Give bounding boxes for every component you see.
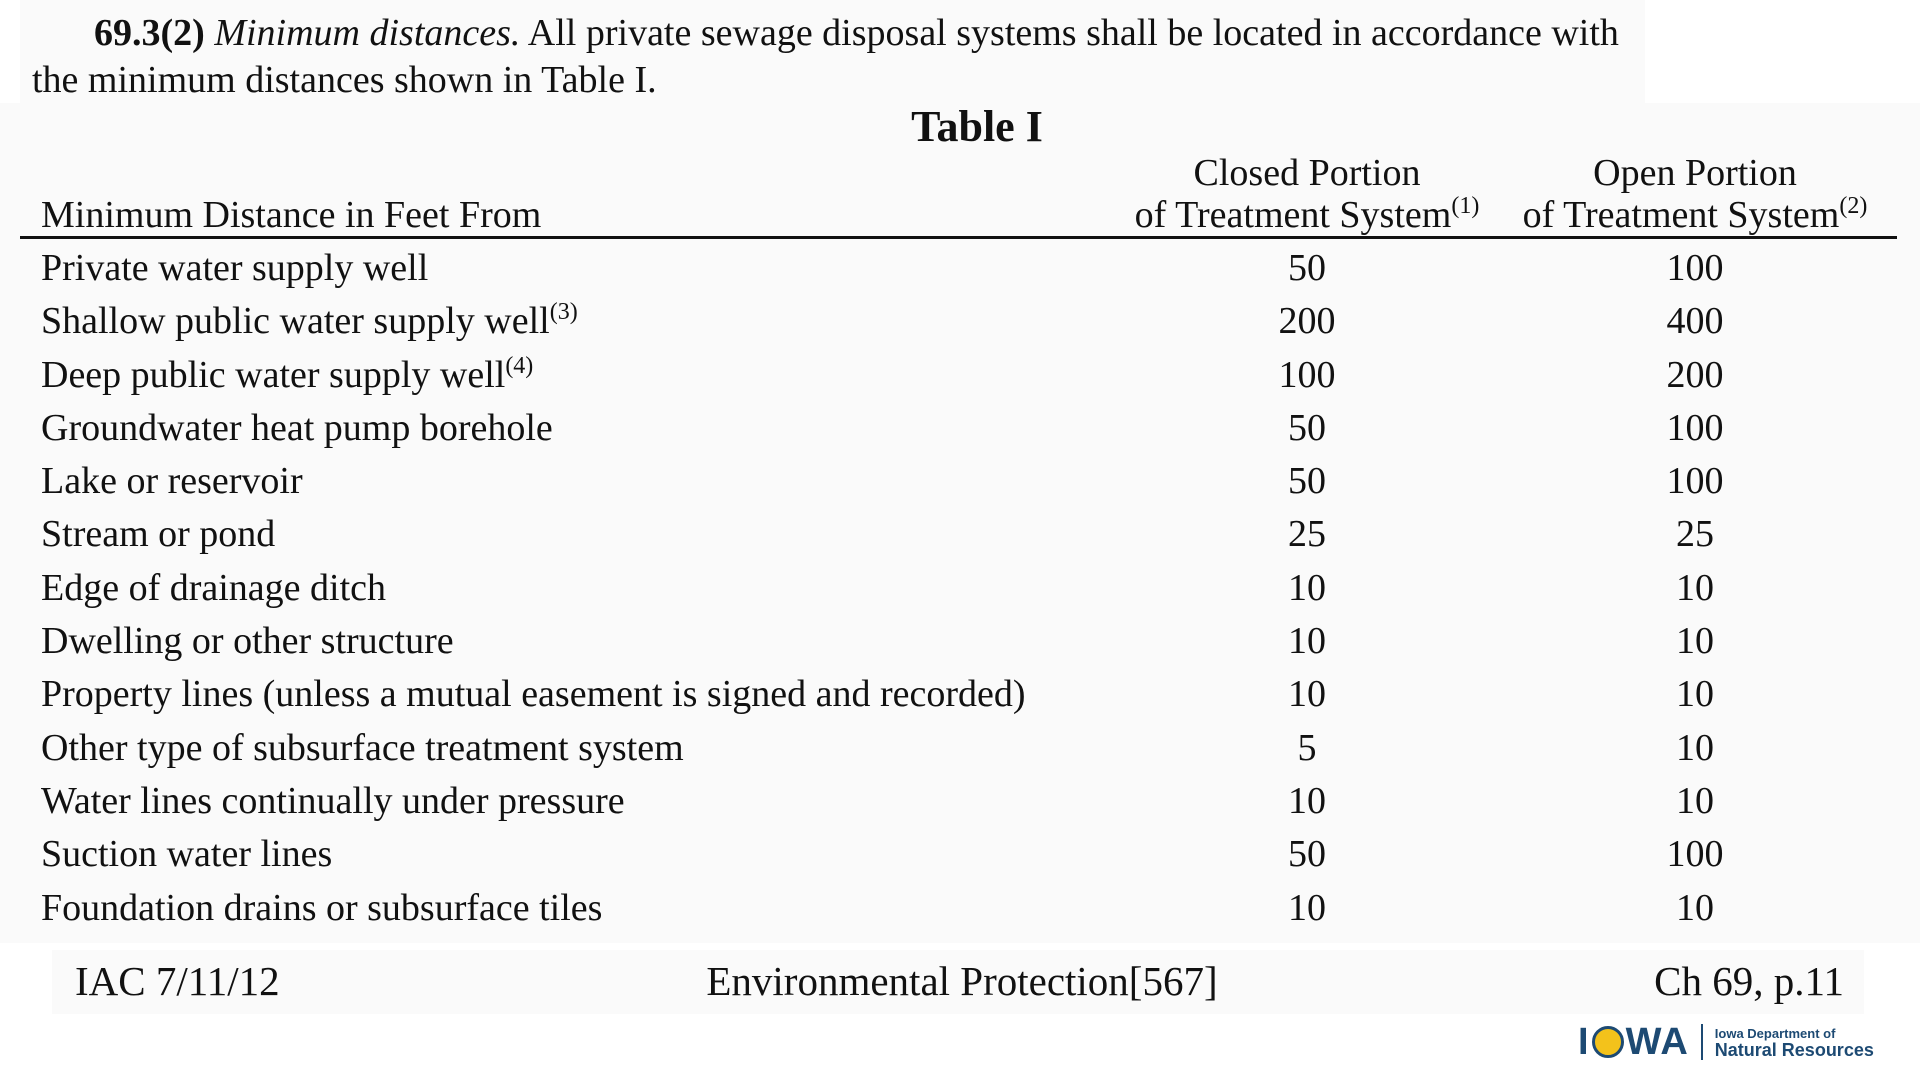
row-label: Edge of drainage ditch <box>41 566 387 609</box>
open-distance: 10 <box>1676 620 1714 663</box>
row-label: Dwelling or other structure <box>41 620 454 663</box>
open-distance: 10 <box>1676 779 1714 822</box>
open-distance: 100 <box>1666 247 1724 289</box>
closed-distance: 10 <box>1288 779 1326 822</box>
open-distance: 100 <box>1666 833 1724 876</box>
closed-distance: 50 <box>1288 406 1326 449</box>
row-footnote: (3) <box>549 299 578 326</box>
table-row <box>0 402 1920 455</box>
column-header-from: Minimum Distance in Feet From <box>41 194 542 236</box>
table-row <box>0 242 1920 295</box>
table-body <box>0 242 1920 935</box>
table-row <box>0 295 1920 348</box>
open-distance: 10 <box>1676 726 1714 769</box>
sun-icon <box>1592 1026 1624 1058</box>
open-distance: 10 <box>1676 566 1714 609</box>
row-label: Shallow public water supply well$^{(3)}$ <box>41 299 578 343</box>
open-distance: 100 <box>1666 460 1724 503</box>
open-distance: 100 <box>1666 406 1724 449</box>
closed-distance: 50 <box>1288 833 1326 876</box>
row-label: Deep public water supply well$^{(4)}$ <box>41 352 534 396</box>
table-row <box>0 349 1920 402</box>
header-rule <box>20 236 1897 239</box>
iowa-dnr-logo <box>1578 1022 1874 1062</box>
table-row <box>0 562 1920 615</box>
closed-header-line1: Closed Portion <box>1193 152 1421 194</box>
intro-line1: All private sewage disposal systems shall be located in accordance with <box>527 12 1619 54</box>
logo-divider <box>1701 1024 1703 1060</box>
table-row <box>0 775 1920 828</box>
row-footnote: (4) <box>505 352 534 379</box>
column-header-open <box>1495 152 1895 236</box>
open-distance: 10 <box>1676 673 1714 716</box>
row-label: Suction water lines <box>41 833 333 876</box>
closed-header-line2: of Treatment System <box>1134 194 1452 236</box>
open-header-footnote: (2) <box>1839 193 1868 219</box>
table-row <box>0 722 1920 775</box>
table-row <box>0 615 1920 668</box>
intro-paragraph <box>32 10 1652 104</box>
footer-agency: Environmental Protection[567] <box>706 958 1218 1004</box>
closed-distance: 10 <box>1288 673 1326 716</box>
row-label: Private water supply well <box>41 247 429 289</box>
closed-distance: 100 <box>1278 353 1336 396</box>
open-distance: 400 <box>1666 300 1724 343</box>
table-row <box>0 508 1920 561</box>
row-label: Groundwater heat pump borehole <box>41 406 553 449</box>
closed-distance: 10 <box>1288 566 1326 609</box>
row-label: Other type of subsurface treatment system <box>41 726 684 769</box>
open-distance: 10 <box>1676 886 1714 929</box>
footer-page: Ch 69, p.11 <box>1654 958 1844 1004</box>
row-label: Water lines continually under pressure <box>41 779 625 822</box>
open-distance: 200 <box>1666 353 1724 396</box>
closed-distance: 10 <box>1288 620 1326 663</box>
open-distance: 25 <box>1676 513 1714 556</box>
closed-header-footnote: (1) <box>1451 193 1480 219</box>
table-row <box>0 455 1920 508</box>
closed-distance: 25 <box>1288 513 1326 556</box>
open-header-line2: of Treatment System <box>1522 194 1840 236</box>
table-row <box>0 668 1920 721</box>
closed-distance: 200 <box>1278 300 1336 343</box>
footer-code-date: IAC 7/11/12 <box>75 958 280 1004</box>
row-label: Foundation drains or subsurface tiles <box>41 886 603 929</box>
iowa-wordmark: I WA <box>1578 1020 1689 1063</box>
logo-agency-name: Iowa Department of Natural Resources <box>1714 1026 1874 1060</box>
section-title: Minimum distances. <box>214 12 521 54</box>
closed-distance: 50 <box>1288 460 1326 503</box>
section-number: 69.3(2) <box>94 12 205 54</box>
closed-distance: 10 <box>1288 886 1326 929</box>
row-label: Stream or pond <box>41 513 276 556</box>
row-label: Lake or reservoir <box>41 460 303 503</box>
table-row <box>0 882 1920 935</box>
row-label: Property lines (unless a mutual easement is signed and recorded) <box>41 673 1026 716</box>
column-header-closed <box>1107 152 1507 236</box>
closed-distance: 5 <box>1297 726 1317 769</box>
open-header-line1: Open Portion <box>1593 152 1797 194</box>
intro-line2: the minimum distances shown in Table I. <box>32 59 657 101</box>
table-row <box>0 828 1920 881</box>
table-title: Table I <box>911 102 1043 151</box>
closed-distance: 50 <box>1288 247 1326 289</box>
